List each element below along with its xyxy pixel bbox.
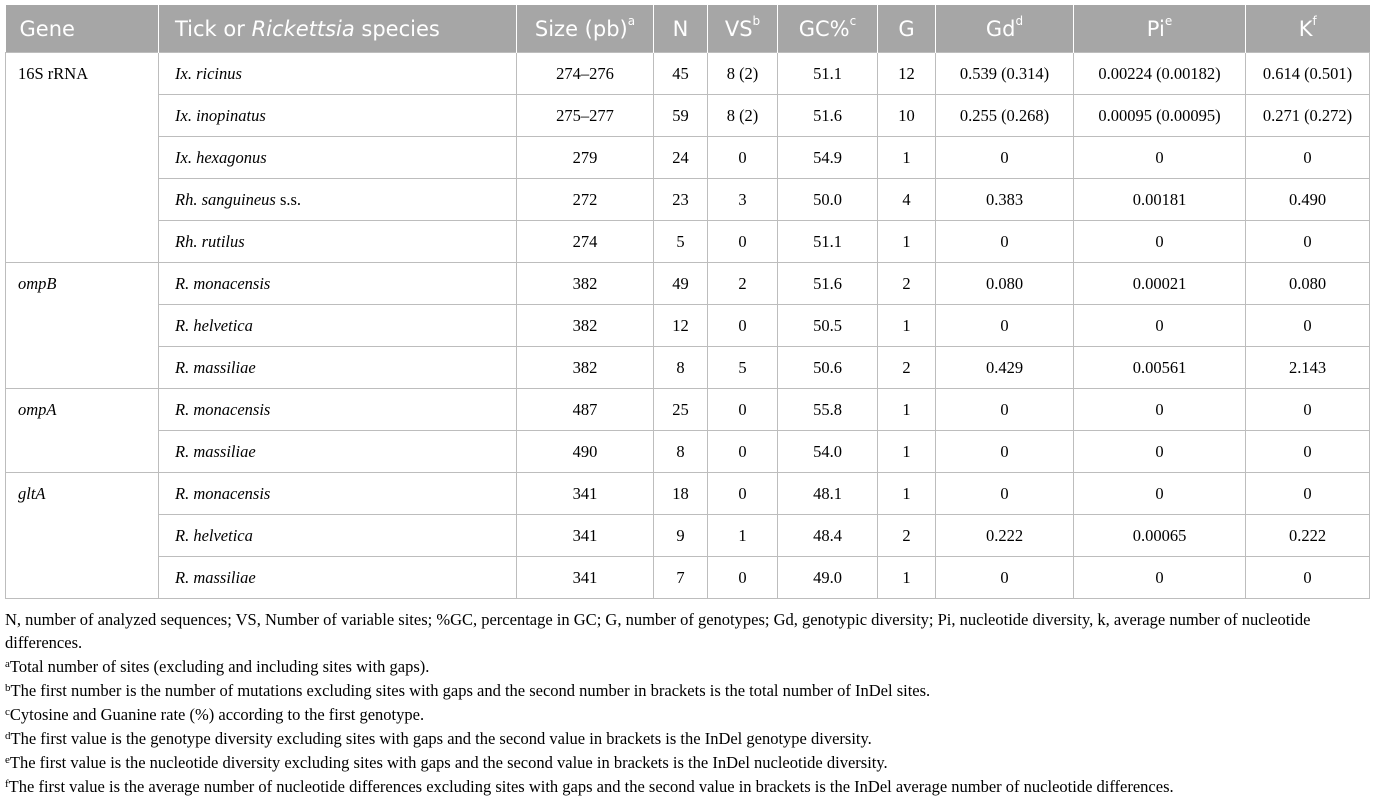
footnote-mark: a (5, 658, 10, 670)
footnote-mark: e (5, 754, 10, 766)
n-cell: 8 (654, 347, 708, 389)
n-cell: 45 (654, 53, 708, 95)
vs-cell: 3 (708, 179, 778, 221)
gc-cell: 54.0 (778, 431, 878, 473)
pi-cell: 0.00021 (1074, 263, 1246, 305)
vs-cell: 0 (708, 473, 778, 515)
gc-cell: 48.1 (778, 473, 878, 515)
footnote-mark: c (5, 706, 10, 718)
table-row (6, 137, 1370, 179)
g-cell: 1 (878, 557, 936, 599)
header-gd (936, 5, 1074, 53)
g-cell: 2 (878, 347, 936, 389)
gc-cell: 50.0 (778, 179, 878, 221)
vs-cell: 0 (708, 305, 778, 347)
species-cell: Ix. ricinus (159, 53, 517, 95)
gd-cell: 0.539 (0.314) (936, 53, 1074, 95)
pi-cell: 0.00224 (0.00182) (1074, 53, 1246, 95)
pi-cell: 0 (1074, 473, 1246, 515)
k-cell: 0.080 (1246, 263, 1370, 305)
footnote (5, 751, 1371, 774)
n-cell: 9 (654, 515, 708, 557)
n-cell: 25 (654, 389, 708, 431)
footnote (5, 679, 1371, 702)
gd-cell: 0 (936, 221, 1074, 263)
k-cell: 0 (1246, 305, 1370, 347)
table-row (6, 473, 1370, 515)
pi-cell: 0 (1074, 137, 1246, 179)
species-cell: R. massiliae (159, 431, 517, 473)
g-cell: 1 (878, 473, 936, 515)
pi-cell: 0.00561 (1074, 347, 1246, 389)
g-cell: 1 (878, 221, 936, 263)
footnote-text: The first value is the nucleotide diversity excluding sites with gaps and the second value in brackets is the InDel nucleotide diversity. (9, 753, 888, 772)
g-cell: 2 (878, 263, 936, 305)
table-row (6, 557, 1370, 599)
k-cell: 0 (1246, 431, 1370, 473)
footnote-mark: f (5, 778, 9, 790)
g-cell: 1 (878, 389, 936, 431)
g-cell: 2 (878, 515, 936, 557)
header-pi (1074, 5, 1246, 53)
species-cell: R. massiliae (159, 347, 517, 389)
gc-cell: 51.6 (778, 95, 878, 137)
table-row (6, 515, 1370, 557)
size-cell: 382 (517, 305, 654, 347)
gd-cell: 0 (936, 473, 1074, 515)
pi-cell: 0 (1074, 221, 1246, 263)
vs-cell: 8 (2) (708, 53, 778, 95)
table-row (6, 179, 1370, 221)
n-cell: 23 (654, 179, 708, 221)
footnote-mark: d (5, 730, 11, 742)
vs-cell: 5 (708, 347, 778, 389)
header-vs-label: VS (724, 16, 753, 41)
gd-cell: 0 (936, 389, 1074, 431)
header-gc-sup: c (849, 13, 857, 28)
gc-cell: 51.1 (778, 221, 878, 263)
table-row (6, 347, 1370, 389)
species-cell: Ix. hexagonus (159, 137, 517, 179)
species-cell: R. helvetica (159, 305, 517, 347)
pi-cell: 0 (1074, 431, 1246, 473)
n-cell: 7 (654, 557, 708, 599)
abbreviations-note: N, number of analyzed sequences; VS, Number of variable sites; %GC, percentage in GC; G, number of genotypes; Gd, genotypic diversity; Pi, nucleotide diversity, k, average number of nucleotide differences. (5, 610, 1311, 652)
vs-cell: 8 (2) (708, 95, 778, 137)
footnote (5, 703, 1371, 726)
header-gd-label: Gd (985, 16, 1016, 41)
pi-cell: 0.00065 (1074, 515, 1246, 557)
header-k (1246, 5, 1370, 53)
table-row (6, 431, 1370, 473)
gene-cell: ompB (6, 263, 159, 389)
species-cell: R. helvetica (159, 515, 517, 557)
pi-cell: 0 (1074, 557, 1246, 599)
k-cell: 0 (1246, 137, 1370, 179)
size-cell: 382 (517, 263, 654, 305)
size-cell: 341 (517, 473, 654, 515)
size-cell: 382 (517, 347, 654, 389)
gd-cell: 0.222 (936, 515, 1074, 557)
size-cell: 341 (517, 515, 654, 557)
table-row (6, 95, 1370, 137)
g-cell: 1 (878, 137, 936, 179)
vs-cell: 2 (708, 263, 778, 305)
n-cell: 8 (654, 431, 708, 473)
vs-cell: 0 (708, 389, 778, 431)
pi-cell: 0 (1074, 305, 1246, 347)
gd-cell: 0 (936, 305, 1074, 347)
size-cell: 279 (517, 137, 654, 179)
pi-cell: 0.00095 (0.00095) (1074, 95, 1246, 137)
header-gd-sup: d (1015, 13, 1024, 28)
footnote-text: Total number of sites (excluding and including sites with gaps). (9, 657, 430, 676)
k-cell: 0 (1246, 557, 1370, 599)
n-cell: 24 (654, 137, 708, 179)
table-row (6, 263, 1370, 305)
k-cell: 2.143 (1246, 347, 1370, 389)
footnote-text: The first value is the average number of nucleotide differences excluding sites with gaps and the second value in brackets is the InDel average number of nucleotide differences. (8, 777, 1174, 796)
genetic-diversity-table (5, 5, 1370, 599)
gc-cell: 50.5 (778, 305, 878, 347)
k-cell: 0 (1246, 389, 1370, 431)
gc-cell: 51.6 (778, 263, 878, 305)
header-vs-sup: b (752, 13, 761, 28)
vs-cell: 0 (708, 557, 778, 599)
k-cell: 0.614 (0.501) (1246, 53, 1370, 95)
size-cell: 341 (517, 557, 654, 599)
k-cell: 0.490 (1246, 179, 1370, 221)
g-cell: 1 (878, 305, 936, 347)
vs-cell: 0 (708, 137, 778, 179)
species-cell: Rh. rutilus (159, 221, 517, 263)
header-g: G (878, 5, 936, 53)
size-cell: 274 (517, 221, 654, 263)
header-n: N (654, 5, 708, 53)
header-gc (778, 5, 878, 53)
header-species-italic: Rickettsia (251, 16, 355, 41)
table-row (6, 389, 1370, 431)
gene-cell: 16S rRNA (6, 53, 159, 263)
gc-cell: 54.9 (778, 137, 878, 179)
k-cell: 0 (1246, 221, 1370, 263)
species-name: Rh. sanguineus (175, 189, 276, 209)
size-cell: 487 (517, 389, 654, 431)
header-gc-label: GC% (798, 16, 850, 41)
table-row (6, 53, 1370, 95)
n-cell: 12 (654, 305, 708, 347)
g-cell: 1 (878, 431, 936, 473)
gd-cell: 0 (936, 431, 1074, 473)
g-cell: 10 (878, 95, 936, 137)
vs-cell: 1 (708, 515, 778, 557)
gd-cell: 0 (936, 137, 1074, 179)
pi-cell: 0 (1074, 389, 1246, 431)
size-cell: 272 (517, 179, 654, 221)
species-cell: R. monacensis (159, 263, 517, 305)
gc-cell: 55.8 (778, 389, 878, 431)
header-species-prefix: Tick or (175, 16, 252, 41)
species-cell (159, 179, 517, 221)
g-cell: 4 (878, 179, 936, 221)
header-species (159, 5, 517, 53)
gc-cell: 51.1 (778, 53, 878, 95)
header-row (6, 5, 1370, 53)
vs-cell: 0 (708, 431, 778, 473)
gc-cell: 50.6 (778, 347, 878, 389)
pi-cell: 0.00181 (1074, 179, 1246, 221)
header-k-label: K (1298, 16, 1313, 41)
size-cell: 490 (517, 431, 654, 473)
species-qualifier: s.s. (275, 189, 302, 209)
species-cell: R. monacensis (159, 473, 517, 515)
species-cell: R. massiliae (159, 557, 517, 599)
vs-cell: 0 (708, 221, 778, 263)
species-cell: Ix. inopinatus (159, 95, 517, 137)
g-cell: 12 (878, 53, 936, 95)
gd-cell: 0.080 (936, 263, 1074, 305)
footnote (5, 727, 1371, 750)
footnote-text: Cytosine and Guanine rate (%) according to the first genotype. (9, 705, 425, 724)
k-cell: 0.222 (1246, 515, 1370, 557)
header-vs (708, 5, 778, 53)
header-size (517, 5, 654, 53)
table-row (6, 305, 1370, 347)
size-cell: 275–277 (517, 95, 654, 137)
header-gene: Gene (6, 5, 159, 53)
footnote-text: The first number is the number of mutations excluding sites with gaps and the second number in brackets is the total number of InDel sites. (10, 681, 931, 700)
gc-cell: 48.4 (778, 515, 878, 557)
gd-cell: 0.429 (936, 347, 1074, 389)
footnote-mark: b (5, 682, 11, 694)
gd-cell: 0 (936, 557, 1074, 599)
size-cell: 274–276 (517, 53, 654, 95)
n-cell: 59 (654, 95, 708, 137)
n-cell: 49 (654, 263, 708, 305)
k-cell: 0.271 (0.272) (1246, 95, 1370, 137)
gd-cell: 0.255 (0.268) (936, 95, 1074, 137)
n-cell: 5 (654, 221, 708, 263)
header-pi-sup: e (1164, 13, 1173, 28)
data-table-container (5, 5, 1369, 599)
gc-cell: 49.0 (778, 557, 878, 599)
table-row (6, 221, 1370, 263)
gd-cell: 0.383 (936, 179, 1074, 221)
header-k-sup: f (1312, 13, 1317, 28)
footnote (5, 775, 1371, 798)
n-cell: 18 (654, 473, 708, 515)
footnote (5, 655, 1371, 678)
header-size-sup: a (627, 13, 636, 28)
k-cell: 0 (1246, 473, 1370, 515)
header-pi-label: Pi (1146, 16, 1165, 41)
footnote-text: The first value is the genotype diversity excluding sites with gaps and the second value in brackets is the InDel genotype diversity. (10, 729, 872, 748)
header-size-label: Size (pb) (534, 16, 628, 41)
header-species-suffix: species (354, 16, 440, 41)
table-body (6, 53, 1370, 599)
table-notes (5, 608, 1371, 799)
species-cell: R. monacensis (159, 389, 517, 431)
gene-cell: gltA (6, 473, 159, 599)
gene-cell: ompA (6, 389, 159, 473)
